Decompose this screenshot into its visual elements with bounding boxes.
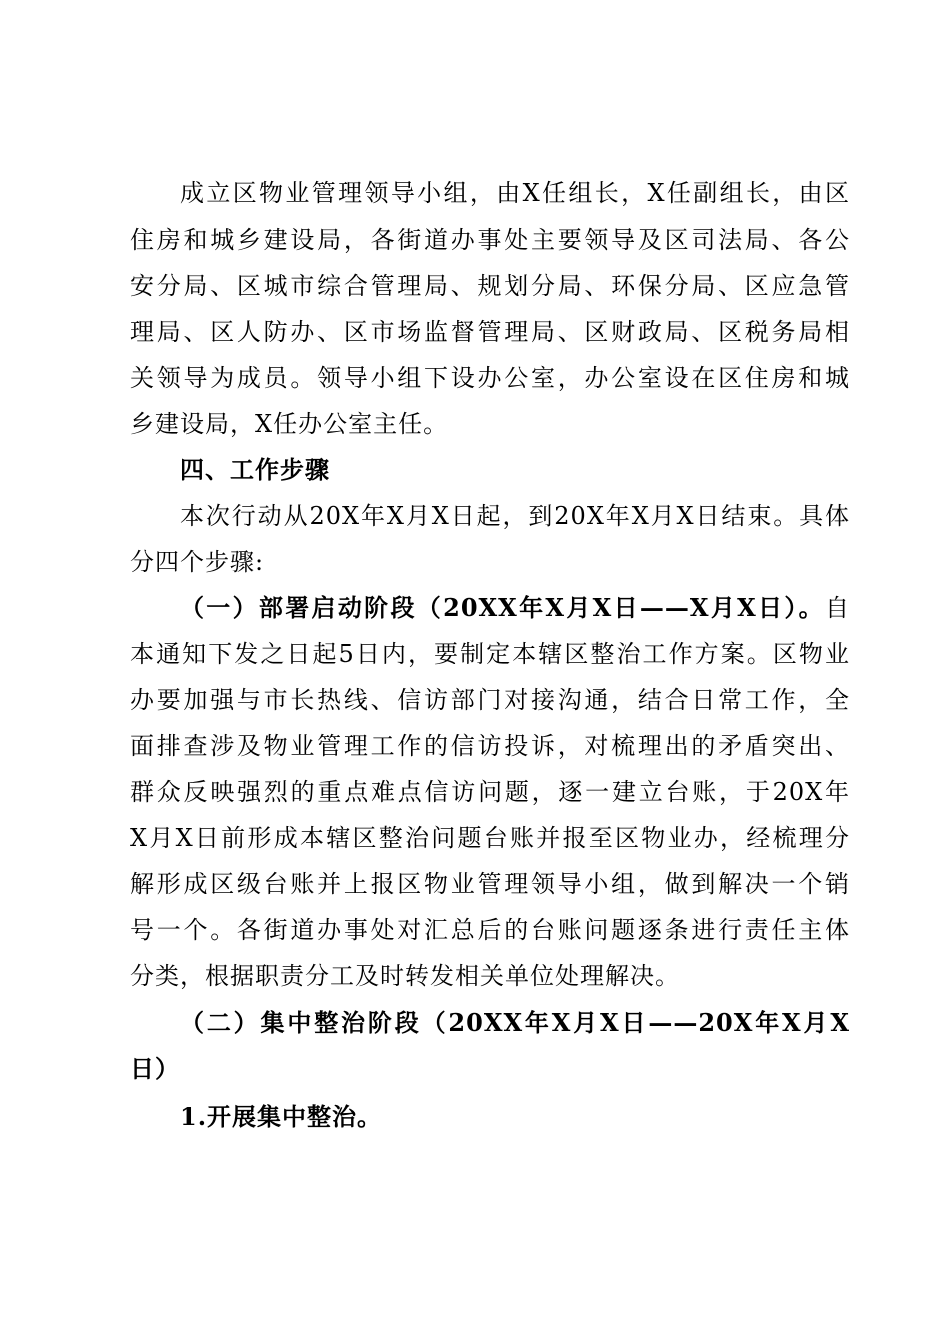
section1-line-3: 面排查涉及物业管理工作的信访投诉，对梳理出的矛盾突出、 bbox=[130, 732, 850, 760]
section1-line-4: 群众反映强烈的重点难点信访问题，逐一建立台账，于20X年 bbox=[130, 778, 850, 806]
section1-title: （一）部署启动阶段（20XX年X月X日——X月X日）。 bbox=[180, 593, 825, 622]
item1-heading: 1.开展集中整治。 bbox=[180, 1102, 383, 1131]
paragraph2-line-1: 本次行动从20X年X月X日起，到20X年X月X日结束。具体 bbox=[180, 502, 850, 530]
section-heading-four: 四、工作步骤 bbox=[180, 455, 330, 484]
section1-line-1: 本通知下发之日起5日内，要制定本辖区整治工作方案。区物业 bbox=[130, 640, 850, 668]
paragraph1-line-2: 住房和城乡建设局，各街道办事处主要领导及区司法局、各公 bbox=[130, 226, 850, 254]
section2-title-line-1: （二）集中整治阶段（20XX年X月X日——20X年X月X bbox=[180, 1008, 850, 1037]
paragraph1-line-4: 理局、区人防办、区市场监督管理局、区财政局、区税务局相 bbox=[130, 318, 850, 346]
section1-line-7: 号一个。各街道办事处对汇总后的台账问题逐条进行责任主体 bbox=[130, 916, 850, 944]
section1-line-8: 分类，根据职责分工及时转发相关单位处理解决。 bbox=[130, 962, 680, 990]
section1-line-6: 解形成区级台账并上报区物业管理领导小组，做到解决一个销 bbox=[130, 870, 850, 898]
section1-line-5: X月X日前形成本辖区整治问题台账并报至区物业办，经梳理分 bbox=[130, 824, 850, 852]
section2-title-line-2: 日） bbox=[130, 1054, 180, 1083]
paragraph1-line-1: 成立区物业管理领导小组，由X任组长，X任副组长，由区 bbox=[180, 179, 850, 207]
paragraph1-line-5: 关领导为成员。领导小组下设办公室，办公室设在区住房和城 bbox=[130, 364, 850, 392]
section1-first-line-rest: 自 bbox=[825, 594, 850, 622]
section1-line-2: 办要加强与市长热线、信访部门对接沟通，结合日常工作，全 bbox=[130, 686, 850, 714]
paragraph1-line-3: 安分局、区城市综合管理局、规划分局、环保分局、区应急管 bbox=[130, 272, 850, 300]
section1-first-line bbox=[180, 588, 850, 628]
paragraph2-line-2: 分四个步骤: bbox=[130, 548, 265, 576]
paragraph1-line-6: 乡建设局，X任办公室主任。 bbox=[130, 410, 449, 438]
